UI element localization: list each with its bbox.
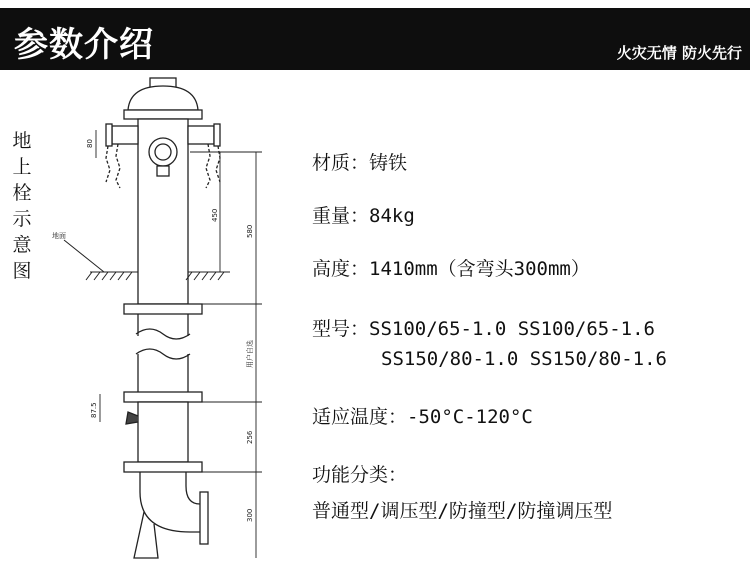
slogan: 火灾无情 防火先行: [616, 44, 742, 62]
header-bar: [0, 8, 750, 70]
right-chain: [206, 144, 210, 188]
hydrant-dome: [128, 86, 198, 110]
spec-temperature-label: 适应温度：: [312, 406, 408, 428]
hydrant-diagram: [40, 72, 280, 562]
spec-weight: [312, 201, 415, 228]
spec-types-label-row: [312, 460, 407, 487]
ground-label: 地面: [52, 232, 66, 240]
spec-material-value: 铸铁: [369, 152, 408, 174]
spec-weight-value: 84kg: [369, 205, 415, 227]
dim-user-choice: 用户自选: [246, 340, 254, 368]
dim-300: 300: [246, 508, 254, 522]
upper-flange: [124, 304, 202, 314]
dim-80: 80: [86, 139, 94, 148]
dim-450: 450: [211, 208, 219, 222]
dim-580: 580: [246, 224, 254, 238]
page-title: 参数介绍: [14, 25, 154, 65]
spec-model: [312, 314, 655, 341]
right-outlet: [188, 126, 214, 144]
spec-height-value: 1410mm（含弯头300mm）: [369, 258, 590, 280]
lower-pipe: [138, 402, 188, 462]
middle-flange: [124, 392, 202, 402]
spec-temperature-value: -50°C-120°C: [407, 406, 533, 428]
middle-pipe: [138, 314, 188, 336]
front-outlet: [149, 138, 177, 166]
spec-temperature: [312, 402, 533, 429]
spec-types-label: 功能分类：: [312, 464, 408, 486]
left-chain: [116, 144, 120, 188]
lower-flange: [124, 462, 202, 472]
spec-material-label: 材质：: [312, 152, 370, 174]
left-outlet: [112, 126, 138, 144]
dim-87-5: 87.5: [90, 402, 98, 418]
spec-model-line2-row: [381, 348, 667, 370]
hydrant-bonnet: [124, 110, 202, 119]
spec-model-label: 型号：: [312, 318, 370, 340]
elbow: [140, 472, 200, 532]
spec-material: [312, 148, 407, 175]
elbow-foot: [134, 512, 158, 558]
spec-height: [312, 254, 590, 281]
dim-256: 256: [246, 430, 254, 444]
spec-height-label: 高度：: [312, 258, 370, 280]
spec-model-line2: SS150/80-1.0 SS150/80-1.6: [381, 348, 667, 370]
spec-types-value: 普通型/调压型/防撞型/防撞调压型: [312, 500, 613, 522]
spec-model-line1: SS100/65-1.0 SS100/65-1.6: [369, 318, 655, 340]
spec-weight-label: 重量：: [312, 205, 370, 227]
drain-valve: [126, 412, 138, 424]
diagram-side-label: 地上栓示意图: [12, 130, 32, 282]
spec-types-value-row: [312, 496, 612, 523]
